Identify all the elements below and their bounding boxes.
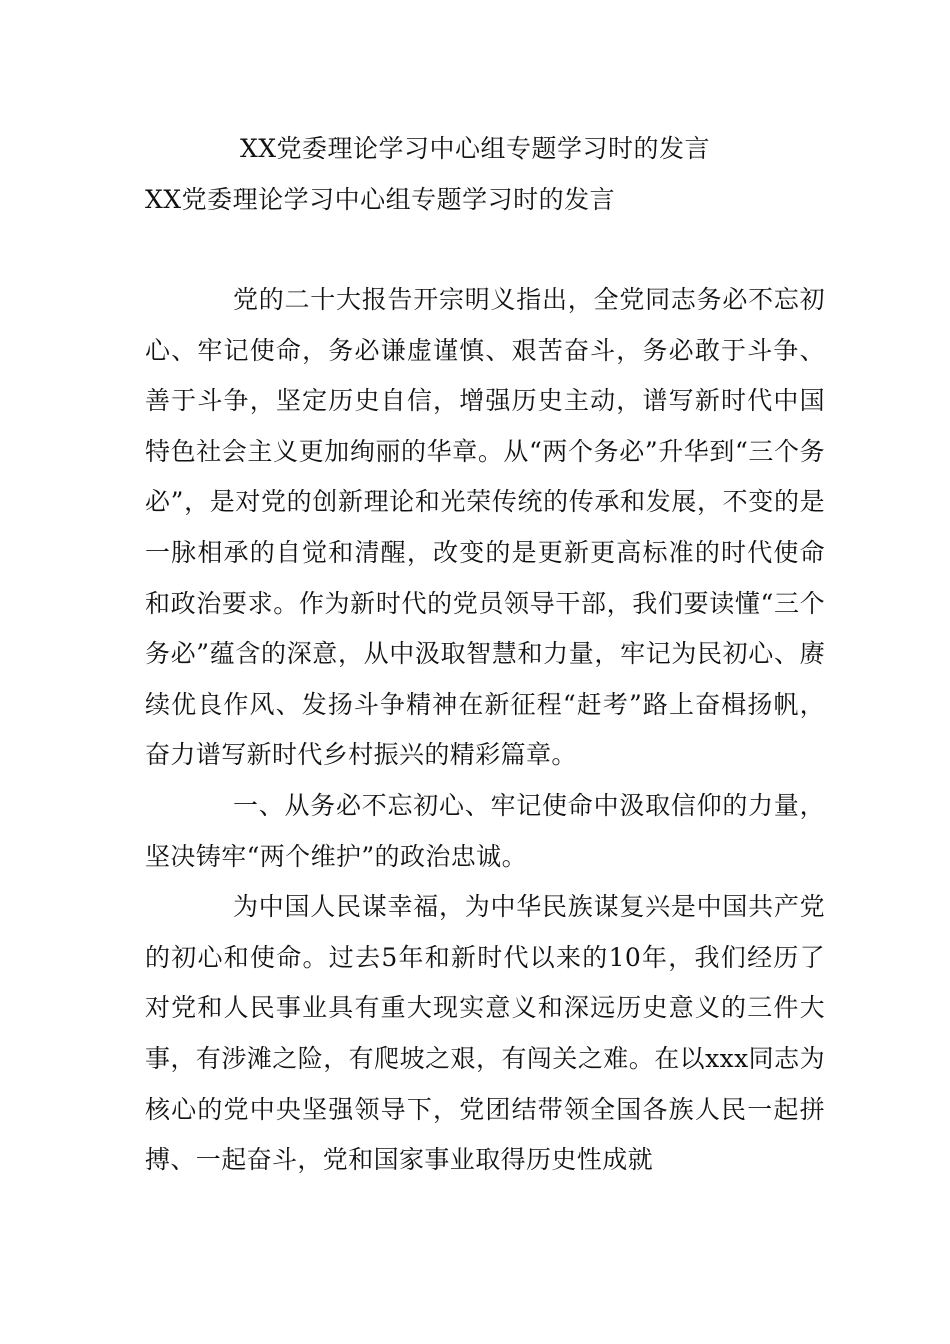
document-title: XX党委理论学习中心组专题学习时的发言 <box>239 134 711 163</box>
paragraph-section-one: 为中国人民谋幸福，为中华民族谋复兴是中国共产党的初心和使命。过去5年和新时代以来的10年，我们经历了对党和人民事业具有重大现实意义和深远历史意义的三件大事，有涉滩之险，有爬坡之艰，有闯关之难。在以xxx同志为核心的党中央坚强领导下，党团结带领全国各族人民一起拼搏、一起奋斗，党和国家事业取得历史性成就 <box>145 892 825 1175</box>
document-body <box>145 275 825 1186</box>
document-subtitle: XX党委理论学习中心组专题学习时的发言 <box>145 185 616 214</box>
paragraph-intro: 党的二十大报告开宗明义指出，全党同志务必不忘初心、牢记使命，务必谦虚谨慎、艰苦奋斗，务必敢于斗争、善于斗争，坚定历史自信，增强历史主动，谱写新时代中国特色社会主义更加绚丽的华章。从“两个务必”升华到“三个务必”，是对党的创新理论和光荣传统的传承和发展，不变的是一脉相承的自觉和清醒，改变的是更新更高标准的时代使命和政治要求。作为新时代的党员领导干部，我们要读懂“三个务必”蕴含的深意，从中汲取智慧和力量，牢记为民初心、赓续优良作风、发扬斗争精神在新征程“赶考”路上奋楫扬帆，奋力谱写新时代乡村振兴的精彩篇章。 <box>145 285 825 770</box>
section-heading-one: 一、从务必不忘初心、牢记使命中汲取信仰的力量，坚决铸牢“两个维护”的政治忠诚。 <box>145 790 825 871</box>
